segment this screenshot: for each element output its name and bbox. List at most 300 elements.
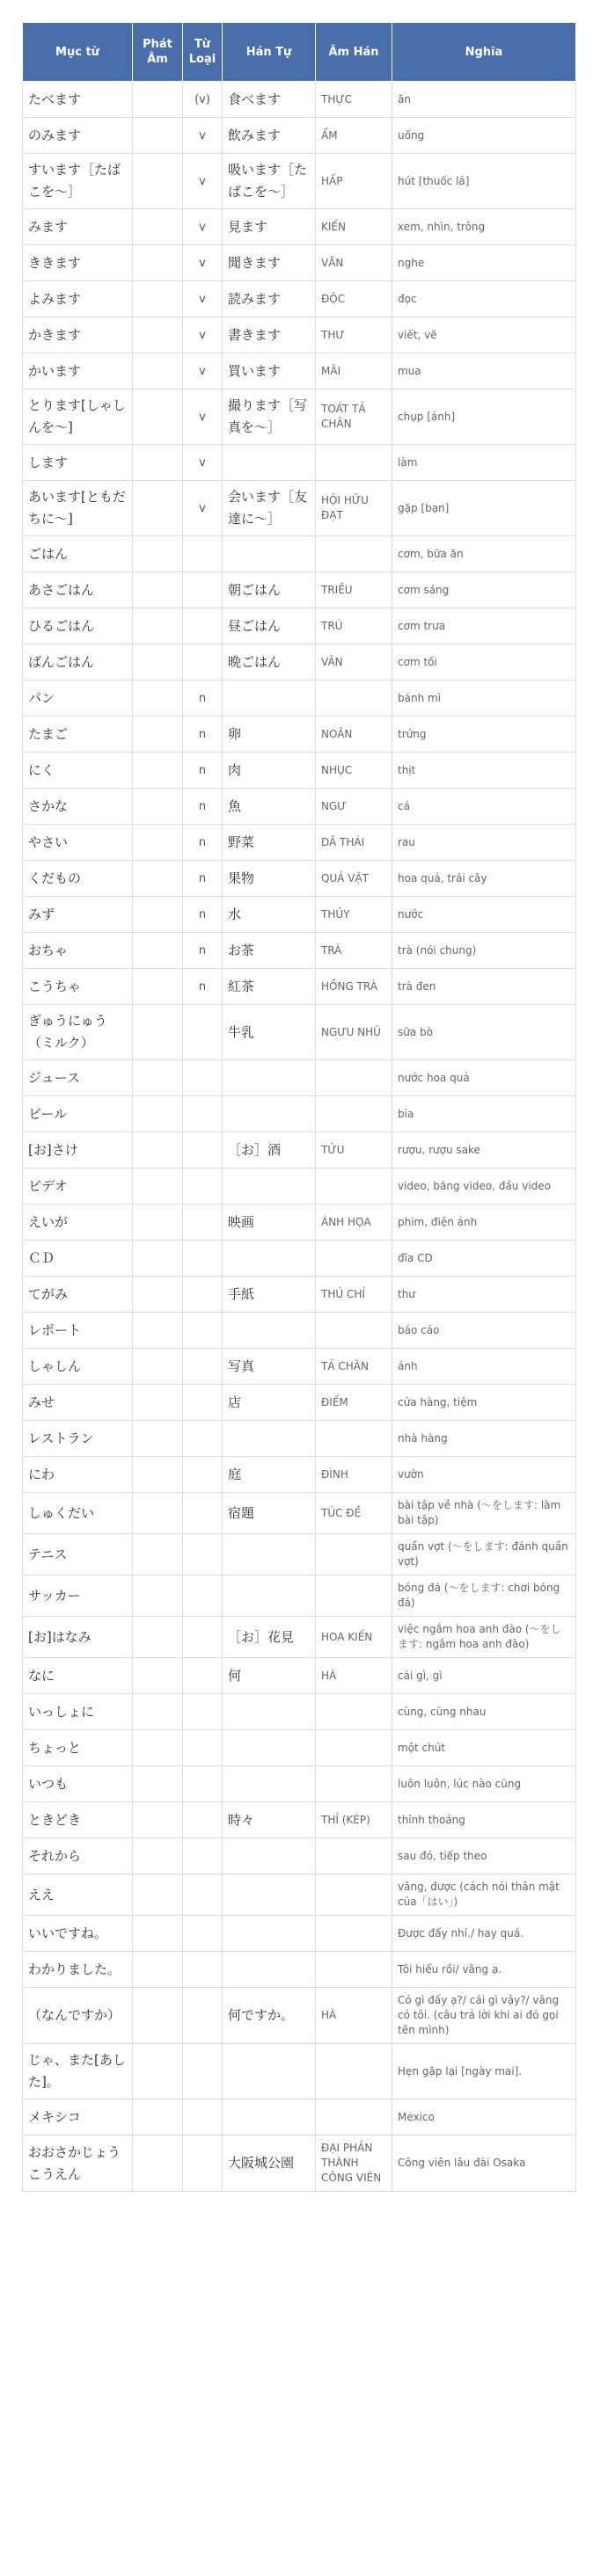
cell-muc-tu: みず xyxy=(23,897,133,933)
cell-am-han xyxy=(316,536,392,572)
cell-muc-tu: ばんごはん xyxy=(23,644,133,680)
table-row xyxy=(23,1493,576,1534)
table-row xyxy=(23,2136,576,2192)
cell-am-han: TOÁT TẢ CHÂN xyxy=(316,389,392,445)
cell-muc-tu: おちゃ xyxy=(23,933,133,969)
cell-am-han: MÃI xyxy=(316,353,392,389)
cell-phat-am xyxy=(133,118,183,154)
cell-am-han: HỘI HỮU ĐẠT xyxy=(316,481,392,536)
cell-nghia: Được đấy nhỉ./ hay quá. xyxy=(392,1916,576,1952)
cell-am-han: THƯ xyxy=(316,317,392,353)
table-row xyxy=(23,608,576,644)
cell-tu-loai xyxy=(183,1730,223,1766)
table-row xyxy=(23,1132,576,1168)
cell-phat-am xyxy=(133,1168,183,1204)
cell-muc-tu: それから xyxy=(23,1838,133,1874)
table-row xyxy=(23,1385,576,1421)
cell-am-han: TRÚ xyxy=(316,608,392,644)
cell-am-han: VÃN xyxy=(316,644,392,680)
cell-muc-tu: テニス xyxy=(23,1534,133,1575)
cell-am-han: TẢ CHÂN xyxy=(316,1349,392,1385)
cell-phat-am xyxy=(133,861,183,897)
cell-am-han xyxy=(316,680,392,717)
cell-nghia: cơm trưa xyxy=(392,608,576,644)
cell-nghia: nhà hàng xyxy=(392,1421,576,1457)
cell-han-tu: 牛乳 xyxy=(223,1005,316,1060)
cell-am-han xyxy=(316,1575,392,1617)
cell-phat-am xyxy=(133,825,183,861)
cell-han-tu: 聞きます xyxy=(223,245,316,281)
cell-tu-loai: v xyxy=(183,281,223,317)
cell-phat-am xyxy=(133,245,183,281)
table-row xyxy=(23,118,576,154)
cell-phat-am xyxy=(133,897,183,933)
cell-nghia: bóng đá (～をします: chơi bóng đá) xyxy=(392,1575,576,1617)
cell-nghia: Hẹn gặp lại [ngày mai]. xyxy=(392,2044,576,2099)
cell-han-tu: 見ます xyxy=(223,209,316,245)
cell-nghia: video, băng video, đầu video xyxy=(392,1168,576,1204)
cell-tu-loai xyxy=(183,1802,223,1838)
cell-nghia: thỉnh thoảng xyxy=(392,1802,576,1838)
cell-tu-loai xyxy=(183,1838,223,1874)
cell-phat-am xyxy=(133,1874,183,1916)
table-row xyxy=(23,1766,576,1802)
cell-am-han: DÃ THÁI xyxy=(316,825,392,861)
cell-phat-am xyxy=(133,1658,183,1694)
cell-muc-tu: [お]さけ xyxy=(23,1132,133,1168)
cell-tu-loai: n xyxy=(183,825,223,861)
cell-muc-tu: えいが xyxy=(23,1204,133,1241)
cell-am-han: ĐIẾM xyxy=(316,1385,392,1421)
cell-muc-tu: くだもの xyxy=(23,861,133,897)
cell-tu-loai: n xyxy=(183,933,223,969)
cell-tu-loai xyxy=(183,2099,223,2136)
cell-tu-loai: v xyxy=(183,353,223,389)
cell-han-tu xyxy=(223,1096,316,1132)
cell-tu-loai xyxy=(183,1421,223,1457)
cell-muc-tu: じゃ、また[あした]。 xyxy=(23,2044,133,2099)
header-han-tu: Hán Tự xyxy=(223,23,316,82)
table-row xyxy=(23,1421,576,1457)
cell-han-tu: 吸います［たばこを～］ xyxy=(223,154,316,209)
cell-han-tu: 庭 xyxy=(223,1457,316,1493)
cell-nghia: chụp [ảnh] xyxy=(392,389,576,445)
cell-am-han: HOA KIẾN xyxy=(316,1617,392,1658)
cell-nghia: ăn xyxy=(392,82,576,118)
cell-nghia: bánh mì xyxy=(392,680,576,717)
table-row xyxy=(23,717,576,753)
cell-tu-loai: v xyxy=(183,317,223,353)
cell-am-han xyxy=(316,1421,392,1457)
cell-tu-loai: n xyxy=(183,969,223,1005)
cell-muc-tu: ときどき xyxy=(23,1802,133,1838)
cell-nghia: ảnh xyxy=(392,1349,576,1385)
cell-nghia: nghe xyxy=(392,245,576,281)
header-row xyxy=(23,23,576,82)
cell-am-han: ẨM xyxy=(316,118,392,154)
cell-han-tu: 書きます xyxy=(223,317,316,353)
cell-muc-tu: すいます［たばこを～］ xyxy=(23,154,133,209)
table-row xyxy=(23,82,576,118)
cell-tu-loai: n xyxy=(183,717,223,753)
cell-muc-tu: みせ xyxy=(23,1385,133,1421)
cell-muc-tu: にわ xyxy=(23,1457,133,1493)
cell-tu-loai xyxy=(183,1988,223,2044)
cell-phat-am xyxy=(133,1204,183,1241)
cell-am-han: NGƯ xyxy=(316,789,392,825)
table-row xyxy=(23,1005,576,1060)
cell-tu-loai xyxy=(183,1060,223,1096)
cell-am-han xyxy=(316,1313,392,1349)
table-row xyxy=(23,1277,576,1313)
cell-han-tu xyxy=(223,2044,316,2099)
cell-nghia: một chút xyxy=(392,1730,576,1766)
cell-han-tu xyxy=(223,1168,316,1204)
cell-phat-am xyxy=(133,1838,183,1874)
cell-am-han xyxy=(316,445,392,481)
cell-nghia: đĩa CD xyxy=(392,1241,576,1277)
cell-muc-tu: たまご xyxy=(23,717,133,753)
cell-phat-am xyxy=(133,1349,183,1385)
cell-am-han: ĐỘC xyxy=(316,281,392,317)
cell-nghia: uống xyxy=(392,118,576,154)
cell-am-han xyxy=(316,1874,392,1916)
cell-tu-loai xyxy=(183,1204,223,1241)
cell-muc-tu: しゅくだい xyxy=(23,1493,133,1534)
table-row xyxy=(23,389,576,445)
cell-han-tu xyxy=(223,1952,316,1988)
table-row xyxy=(23,861,576,897)
header-phat-am: Phát Âm xyxy=(133,23,183,82)
cell-am-han xyxy=(316,1838,392,1874)
table-row xyxy=(23,1575,576,1617)
cell-tu-loai: n xyxy=(183,789,223,825)
table-row xyxy=(23,281,576,317)
cell-muc-tu: にく xyxy=(23,753,133,789)
cell-phat-am xyxy=(133,1385,183,1421)
cell-nghia: luôn luôn, lúc nào cũng xyxy=(392,1766,576,1802)
cell-phat-am xyxy=(133,789,183,825)
cell-am-han: ĐẠI PHẢN THÀNH CÔNG VIÊN xyxy=(316,2136,392,2192)
cell-phat-am xyxy=(133,481,183,536)
table-row xyxy=(23,933,576,969)
cell-tu-loai: v xyxy=(183,245,223,281)
cell-tu-loai: (v) xyxy=(183,82,223,118)
table-row xyxy=(23,536,576,572)
table-row xyxy=(23,1838,576,1874)
cell-am-han xyxy=(316,2044,392,2099)
cell-han-tu: 店 xyxy=(223,1385,316,1421)
cell-muc-tu: さかな xyxy=(23,789,133,825)
cell-am-han xyxy=(316,1916,392,1952)
cell-nghia: làm xyxy=(392,445,576,481)
table-row xyxy=(23,209,576,245)
cell-am-han xyxy=(316,1534,392,1575)
cell-tu-loai: v xyxy=(183,209,223,245)
cell-han-tu: 読みます xyxy=(223,281,316,317)
cell-nghia: quần vợt (～をします: đánh quần vợt) xyxy=(392,1534,576,1575)
cell-am-han: HỒNG TRÀ xyxy=(316,969,392,1005)
cell-am-han: ÁNH HỌA xyxy=(316,1204,392,1241)
cell-phat-am xyxy=(133,680,183,717)
cell-han-tu xyxy=(223,1534,316,1575)
cell-tu-loai: v xyxy=(183,389,223,445)
header-am-han: Âm Hán xyxy=(316,23,392,82)
cell-phat-am xyxy=(133,1241,183,1277)
cell-han-tu: 食べます xyxy=(223,82,316,118)
table-row xyxy=(23,245,576,281)
cell-nghia: Tôi hiểu rồi/ vâng ạ. xyxy=(392,1952,576,1988)
cell-phat-am xyxy=(133,1766,183,1802)
cell-tu-loai: v xyxy=(183,118,223,154)
cell-tu-loai: n xyxy=(183,861,223,897)
cell-am-han: HÀ xyxy=(316,1658,392,1694)
cell-nghia: thịt xyxy=(392,753,576,789)
cell-phat-am xyxy=(133,644,183,680)
cell-han-tu: 何 xyxy=(223,1658,316,1694)
cell-tu-loai xyxy=(183,536,223,572)
cell-han-tu: 紅茶 xyxy=(223,969,316,1005)
cell-phat-am xyxy=(133,154,183,209)
cell-tu-loai xyxy=(183,1916,223,1952)
cell-tu-loai xyxy=(183,1457,223,1493)
cell-am-han xyxy=(316,1694,392,1730)
cell-han-tu: 買います xyxy=(223,353,316,389)
cell-muc-tu: ききます xyxy=(23,245,133,281)
cell-am-han: TRIỀU xyxy=(316,572,392,608)
cell-han-tu: 果物 xyxy=(223,861,316,897)
cell-am-han xyxy=(316,1766,392,1802)
cell-phat-am xyxy=(133,2099,183,2136)
cell-nghia: sữa bò xyxy=(392,1005,576,1060)
cell-nghia: hoa quả, trái cây xyxy=(392,861,576,897)
cell-nghia: mua xyxy=(392,353,576,389)
cell-nghia: xem, nhìn, trông xyxy=(392,209,576,245)
cell-am-han: THỰC xyxy=(316,82,392,118)
cell-nghia: hút [thuốc lá] xyxy=(392,154,576,209)
cell-han-tu xyxy=(223,1313,316,1349)
cell-tu-loai xyxy=(183,1132,223,1168)
cell-muc-tu: たべます xyxy=(23,82,133,118)
cell-muc-tu: メキシコ xyxy=(23,2099,133,2136)
cell-muc-tu: よみます xyxy=(23,281,133,317)
cell-muc-tu: いつも xyxy=(23,1766,133,1802)
cell-nghia: Có gì đấy ạ?/ cái gì vậy?/ vâng có tôi. (câu trả lời khi ai đó gọi tên mình) xyxy=(392,1988,576,2044)
table-body xyxy=(23,82,576,2192)
table-row xyxy=(23,644,576,680)
cell-muc-tu: ちょっと xyxy=(23,1730,133,1766)
cell-han-tu: 写真 xyxy=(223,1349,316,1385)
cell-nghia: phim, điện ảnh xyxy=(392,1204,576,1241)
cell-muc-tu: レポート xyxy=(23,1313,133,1349)
table-row xyxy=(23,445,576,481)
cell-muc-tu: やさい xyxy=(23,825,133,861)
table-row xyxy=(23,897,576,933)
cell-nghia: cái gì, gì xyxy=(392,1658,576,1694)
cell-phat-am xyxy=(133,717,183,753)
cell-tu-loai: v xyxy=(183,445,223,481)
cell-phat-am xyxy=(133,1132,183,1168)
cell-nghia: báo cáo xyxy=(392,1313,576,1349)
cell-muc-tu: [お]はなみ xyxy=(23,1617,133,1658)
cell-phat-am xyxy=(133,1952,183,1988)
cell-am-han: NHỤC xyxy=(316,753,392,789)
cell-phat-am xyxy=(133,1575,183,1617)
cell-phat-am xyxy=(133,2044,183,2099)
header-tu-loai: Từ Loại xyxy=(183,23,223,82)
cell-tu-loai xyxy=(183,2044,223,2099)
cell-han-tu xyxy=(223,1730,316,1766)
table-row xyxy=(23,1457,576,1493)
cell-am-han: TÚC ĐỀ xyxy=(316,1493,392,1534)
cell-phat-am xyxy=(133,317,183,353)
table-row xyxy=(23,1988,576,2044)
cell-muc-tu: かきます xyxy=(23,317,133,353)
cell-phat-am xyxy=(133,82,183,118)
cell-phat-am xyxy=(133,753,183,789)
cell-muc-tu: ごはん xyxy=(23,536,133,572)
cell-muc-tu: とります[しゃしんを～] xyxy=(23,389,133,445)
cell-phat-am xyxy=(133,1534,183,1575)
cell-tu-loai xyxy=(183,1277,223,1313)
cell-phat-am xyxy=(133,445,183,481)
cell-muc-tu: しゃしん xyxy=(23,1349,133,1385)
cell-phat-am xyxy=(133,1313,183,1349)
cell-han-tu: 肉 xyxy=(223,753,316,789)
table-row xyxy=(23,1096,576,1132)
cell-han-tu xyxy=(223,1060,316,1096)
cell-han-tu: 昼ごはん xyxy=(223,608,316,644)
cell-phat-am xyxy=(133,389,183,445)
cell-nghia: bài tập về nhà (～をします: làm bài tập) xyxy=(392,1493,576,1534)
cell-am-han xyxy=(316,1168,392,1204)
cell-han-tu: 飲みます xyxy=(223,118,316,154)
table-row xyxy=(23,1730,576,1766)
cell-muc-tu: あいます[ともだちに～] xyxy=(23,481,133,536)
cell-han-tu: 卵 xyxy=(223,717,316,753)
cell-nghia: trứng xyxy=(392,717,576,753)
cell-muc-tu: ジュース xyxy=(23,1060,133,1096)
cell-han-tu: 朝ごはん xyxy=(223,572,316,608)
cell-han-tu: 野菜 xyxy=(223,825,316,861)
cell-nghia: gặp [bạn] xyxy=(392,481,576,536)
cell-han-tu xyxy=(223,1421,316,1457)
cell-phat-am xyxy=(133,1421,183,1457)
cell-han-tu xyxy=(223,1241,316,1277)
cell-am-han xyxy=(316,1952,392,1988)
cell-muc-tu: わかりました。 xyxy=(23,1952,133,1988)
cell-tu-loai: v xyxy=(183,154,223,209)
table-row xyxy=(23,1916,576,1952)
cell-tu-loai xyxy=(183,1493,223,1534)
table-row xyxy=(23,825,576,861)
cell-muc-tu: します xyxy=(23,445,133,481)
cell-muc-tu: レストラン xyxy=(23,1421,133,1457)
cell-phat-am xyxy=(133,1277,183,1313)
cell-tu-loai xyxy=(183,1874,223,1916)
cell-tu-loai xyxy=(183,2136,223,2192)
cell-han-tu xyxy=(223,2099,316,2136)
cell-phat-am xyxy=(133,353,183,389)
cell-am-han: THỈ (KÉP) xyxy=(316,1802,392,1838)
cell-nghia: cửa hàng, tiệm xyxy=(392,1385,576,1421)
cell-phat-am xyxy=(133,209,183,245)
header-nghia: Nghĩa xyxy=(392,23,576,82)
cell-phat-am xyxy=(133,608,183,644)
table-row xyxy=(23,753,576,789)
cell-am-han: KIẾN xyxy=(316,209,392,245)
cell-phat-am xyxy=(133,969,183,1005)
cell-phat-am xyxy=(133,1617,183,1658)
table-row xyxy=(23,1313,576,1349)
cell-am-han: HẤP xyxy=(316,154,392,209)
table-row xyxy=(23,481,576,536)
cell-nghia: vâng, được (cách nói thân mật của「はい」) xyxy=(392,1874,576,1916)
cell-am-han: QUẢ VẬT xyxy=(316,861,392,897)
cell-muc-tu: いいですね。 xyxy=(23,1916,133,1952)
cell-nghia: sau đó, tiếp theo xyxy=(392,1838,576,1874)
cell-tu-loai xyxy=(183,1534,223,1575)
cell-muc-tu: ビール xyxy=(23,1096,133,1132)
cell-nghia: nước hoa quả xyxy=(392,1060,576,1096)
table-row xyxy=(23,1617,576,1658)
cell-han-tu xyxy=(223,1874,316,1916)
cell-nghia: việc ngắm hoa anh đào (～をします: ngắm hoa anh đào) xyxy=(392,1617,576,1658)
cell-han-tu xyxy=(223,1838,316,1874)
cell-nghia: viết, vẽ xyxy=(392,317,576,353)
cell-han-tu: 映画 xyxy=(223,1204,316,1241)
cell-muc-tu: かいます xyxy=(23,353,133,389)
cell-phat-am xyxy=(133,1916,183,1952)
table-row xyxy=(23,1694,576,1730)
cell-tu-loai xyxy=(183,1349,223,1385)
table-row xyxy=(23,969,576,1005)
cell-muc-tu: （なんですか） xyxy=(23,1988,133,2044)
cell-muc-tu: パン xyxy=(23,680,133,717)
table-row xyxy=(23,353,576,389)
cell-phat-am xyxy=(133,1060,183,1096)
cell-muc-tu: なに xyxy=(23,1658,133,1694)
table-row xyxy=(23,1168,576,1204)
cell-nghia: nước xyxy=(392,897,576,933)
table-row xyxy=(23,2099,576,2136)
cell-han-tu xyxy=(223,536,316,572)
table-row xyxy=(23,1658,576,1694)
cell-tu-loai xyxy=(183,572,223,608)
table-row xyxy=(23,1241,576,1277)
cell-muc-tu: ひるごはん xyxy=(23,608,133,644)
cell-nghia: cơm tối xyxy=(392,644,576,680)
cell-am-han: TRÀ xyxy=(316,933,392,969)
cell-nghia: trà đen xyxy=(392,969,576,1005)
cell-nghia: rau xyxy=(392,825,576,861)
table-row xyxy=(23,317,576,353)
cell-han-tu xyxy=(223,1575,316,1617)
cell-phat-am xyxy=(133,933,183,969)
cell-muc-tu: のみます xyxy=(23,118,133,154)
cell-tu-loai xyxy=(183,1575,223,1617)
cell-nghia: trà (nói chung) xyxy=(392,933,576,969)
cell-han-tu: ［お］酒 xyxy=(223,1132,316,1168)
cell-han-tu: 晩ごはん xyxy=(223,644,316,680)
cell-han-tu: 撮ります［写真を～］ xyxy=(223,389,316,445)
cell-phat-am xyxy=(133,1730,183,1766)
table-row xyxy=(23,154,576,209)
cell-nghia: cơm, bữa ăn xyxy=(392,536,576,572)
cell-han-tu xyxy=(223,445,316,481)
cell-tu-loai: n xyxy=(183,680,223,717)
cell-phat-am xyxy=(133,1096,183,1132)
